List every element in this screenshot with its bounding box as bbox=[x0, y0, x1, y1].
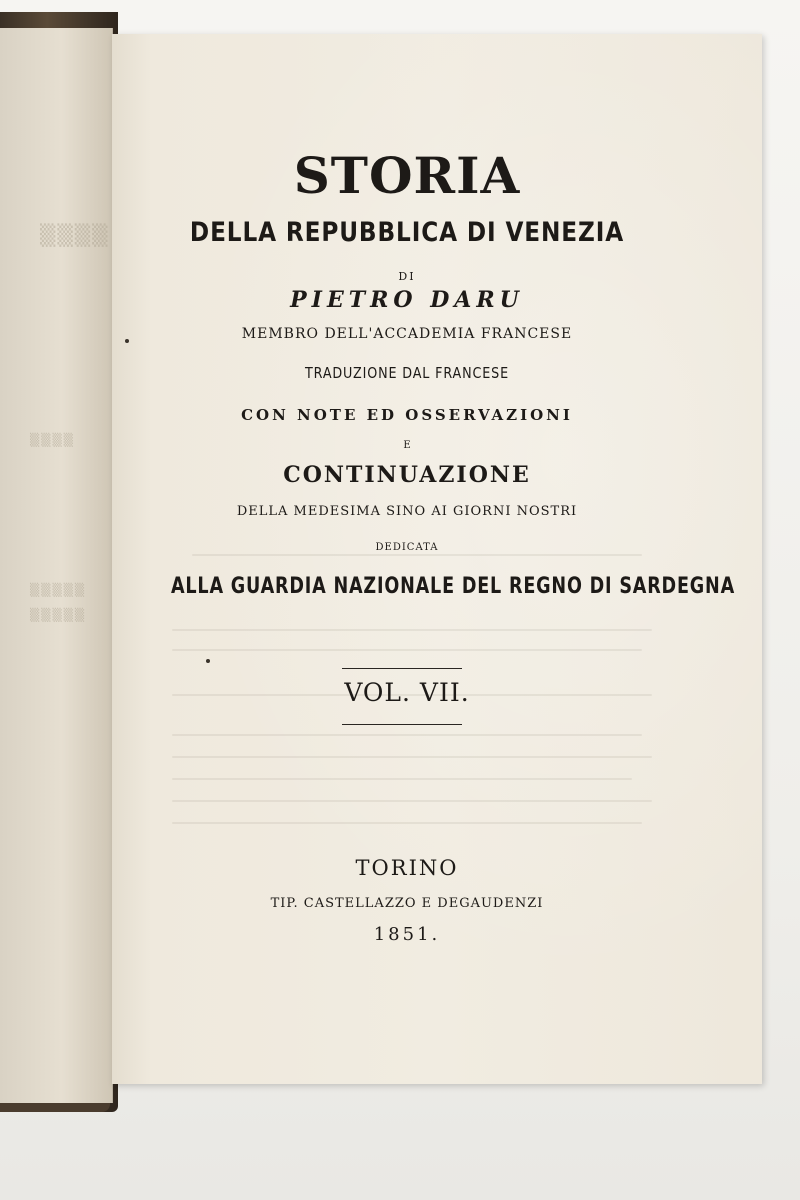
bleed-line bbox=[172, 734, 642, 736]
book-subtitle: DELLA REPUBBLICA DI VENEZIA bbox=[189, 217, 625, 248]
volume-rule-top bbox=[342, 668, 462, 669]
title-page bbox=[112, 34, 762, 1084]
imprint-city: TORINO bbox=[355, 856, 459, 880]
bleed-line bbox=[172, 822, 642, 824]
conjunction: E bbox=[403, 440, 411, 451]
continuation-detail: DELLA MEDESIMA SINO AI GIORNI NOSTRI bbox=[236, 504, 578, 519]
bleed-line bbox=[172, 629, 652, 631]
dedication-label: DEDICATA bbox=[375, 542, 439, 553]
paper-speck bbox=[206, 659, 210, 663]
verso-bleed-mark: ▒▒▒▒▒ bbox=[30, 608, 87, 622]
notes-line: CON NOTE ED OSSERVAZIONI bbox=[241, 406, 573, 424]
bleed-line bbox=[172, 649, 642, 651]
volume-number: VOL. VII. bbox=[344, 678, 470, 707]
translation-note: TRADUZIONE DAL FRANCESE bbox=[304, 364, 510, 382]
title-page-content bbox=[112, 34, 762, 1084]
bleed-line bbox=[172, 800, 652, 802]
verso-bleed-mark: ▒▒▒▒ bbox=[30, 433, 75, 447]
bleed-line bbox=[192, 554, 642, 556]
verso-bleed-mark: ▒▒▒▒▒ bbox=[30, 583, 87, 597]
imprint-printer: TIP. CASTELLAZZO E DEGAUDENZI bbox=[270, 896, 544, 911]
author-role: MEMBRO DELL'ACCADEMIA FRANCESE bbox=[241, 326, 573, 342]
bleed-line bbox=[172, 778, 632, 780]
imprint-year: 1851. bbox=[373, 924, 441, 945]
by-label: DI bbox=[398, 270, 416, 283]
continuation-heading: CONTINUAZIONE bbox=[283, 462, 531, 488]
volume-rule-bottom bbox=[342, 724, 462, 725]
verso-page bbox=[0, 28, 113, 1103]
dedication-line: ALLA GUARDIA NAZIONALE DEL REGNO DI SARDEGNA bbox=[171, 574, 735, 599]
book-title: STORIA bbox=[293, 146, 521, 205]
bleed-line bbox=[172, 756, 652, 758]
author-name: PIETRO DARU bbox=[290, 287, 524, 313]
verso-bleed-mark: ▒▒▒▒ bbox=[40, 223, 110, 247]
paper-speck bbox=[125, 339, 129, 343]
